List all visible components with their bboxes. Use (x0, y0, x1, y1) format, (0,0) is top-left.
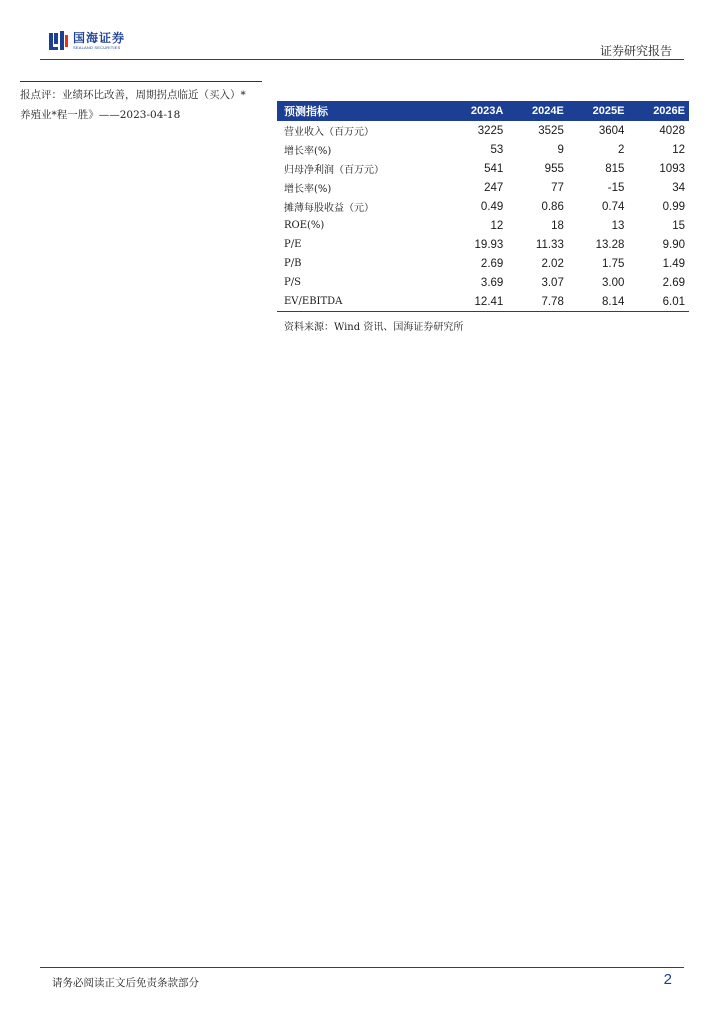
related-report-line-1[interactable]: 报点评：业绩环比改善，周期拐点临近（买入）* (20, 89, 246, 101)
cell-value: 0.74 (602, 200, 625, 213)
row-label: 归母净利润（百万元） (284, 165, 384, 176)
sidebar-divider (20, 81, 262, 82)
cell-value: 2.69 (480, 257, 504, 270)
cell-value: 12 (672, 143, 685, 156)
row-label: 增长率(%) (284, 184, 332, 195)
header-indicator: 预测指标 (277, 101, 446, 121)
cell-value: 11.33 (535, 238, 564, 251)
row-label: 营业收入（百万元） (284, 127, 374, 138)
table-row (277, 216, 689, 235)
cell-value: 15 (672, 219, 685, 232)
cell-value: 12.41 (446, 292, 507, 312)
cell-value: 1093 (659, 162, 685, 175)
cell-value: 2.02 (541, 257, 564, 270)
cell-value: 19.93 (474, 238, 504, 251)
cell-value: 13 (611, 219, 625, 232)
company-logo (49, 31, 125, 51)
header-2025e: 2025E (568, 101, 629, 121)
table-row (277, 159, 689, 178)
forecast-table (277, 101, 689, 312)
cell-value: 3525 (538, 124, 564, 137)
page-number: 2 (663, 971, 672, 988)
row-label: P/E (284, 239, 302, 250)
table-row (277, 235, 689, 254)
table-row (277, 254, 689, 273)
disclaimer-notice: 请务必阅读正文后免责条款部分 (52, 977, 199, 989)
cell-value: 3604 (598, 124, 625, 137)
cell-value: 2 (618, 143, 625, 156)
cell-value: 6.01 (628, 292, 689, 312)
cell-value: 815 (605, 162, 625, 175)
row-label: 增长率(%) (284, 146, 332, 157)
header-2024e: 2024E (507, 101, 568, 121)
header-divider (40, 59, 684, 60)
related-report-line-2[interactable]: 养殖业*程一胜》——2023-04-18 (20, 109, 181, 121)
header-2023a: 2023A (446, 101, 507, 121)
cell-value: 3.07 (541, 276, 564, 289)
sealand-logo-icon (49, 31, 69, 51)
row-label: 摊薄每股收益（元） (284, 203, 374, 214)
cell-value: 1.49 (662, 257, 685, 270)
footer-divider (40, 967, 684, 968)
cell-value: 18 (551, 219, 564, 232)
cell-value: 8.14 (568, 292, 629, 312)
row-label: ROE(%) (284, 220, 325, 231)
cell-value: 13.28 (595, 238, 625, 251)
cell-value: 0.49 (480, 200, 504, 213)
report-type-label: 证券研究报告 (599, 44, 672, 58)
cell-value: 0.86 (541, 200, 564, 213)
table-row (277, 121, 689, 140)
row-label: P/S (284, 277, 301, 288)
table-header-row (277, 101, 689, 121)
logo-english-name: SEALAND SECURITIES (73, 45, 121, 50)
header-2026e: 2026E (628, 101, 689, 121)
row-label: EV/EBITDA (277, 292, 446, 312)
cell-value: 541 (484, 162, 504, 175)
table-row (277, 178, 689, 197)
cell-value: 3.69 (480, 276, 504, 289)
cell-value: 9.90 (662, 238, 685, 251)
cell-value: 955 (544, 162, 564, 175)
table-row (277, 292, 689, 312)
cell-value: 247 (484, 181, 504, 194)
cell-value: 77 (551, 181, 564, 194)
cell-value: 7.78 (507, 292, 568, 312)
table-source-note: 资料来源：Wind 资讯、国海证券研究所 (284, 322, 464, 333)
cell-value: 53 (490, 143, 504, 156)
related-reports-sidebar (20, 81, 262, 125)
cell-value: 0.99 (662, 200, 685, 213)
cell-value: 3.00 (602, 276, 625, 289)
table-row (277, 140, 689, 159)
cell-value: 4028 (659, 124, 685, 137)
table-row (277, 273, 689, 292)
cell-value: 2.69 (662, 276, 685, 289)
table-row (277, 197, 689, 216)
cell-value: 1.75 (602, 257, 625, 270)
cell-value: 34 (672, 181, 685, 194)
cell-value: 12 (490, 219, 504, 232)
row-label: P/B (284, 258, 302, 269)
cell-value: -15 (607, 181, 625, 194)
cell-value: 9 (557, 143, 564, 156)
cell-value: 3225 (477, 124, 504, 137)
logo-chinese-name: 国海证券 (73, 31, 126, 45)
